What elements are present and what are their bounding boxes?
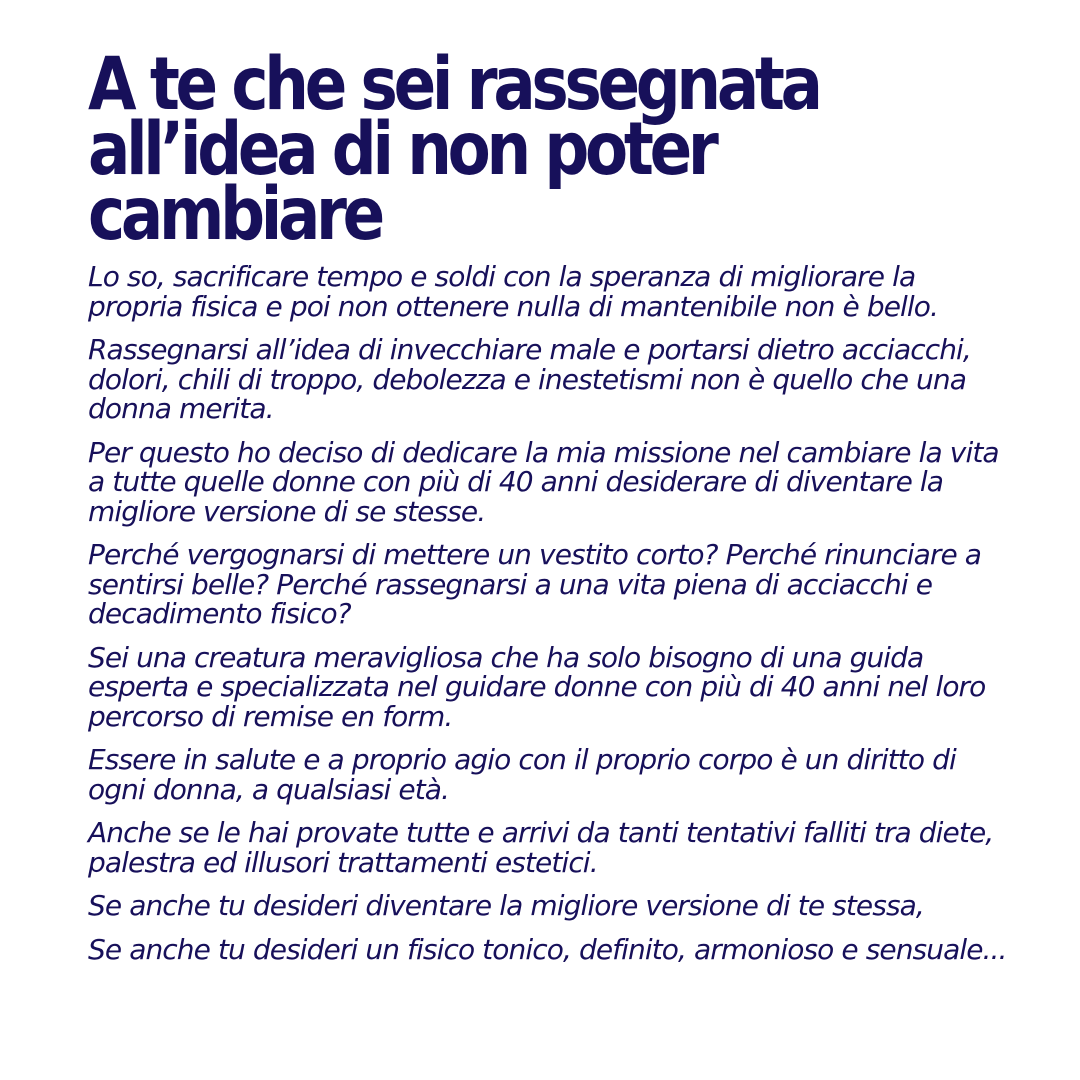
body-text [88, 262, 1008, 978]
paragraph-8: Se anche tu desideri diventare la migliore versione di te stessa, [88, 889, 924, 922]
paragraph-4: Perché vergognarsi di mettere un vestito corto? Perché rinunciare a sentirsi belle? Perché rassegnarsi a una vita piena di acciacchi e decadimento fisico? [88, 538, 982, 630]
paragraph-1: Lo so, sacrificare tempo e soldi con la speranza di migliorare la propria fisica e poi non ottenere nulla di mantenibile non è bello. [88, 260, 939, 323]
headline-line-3: cambiare [88, 172, 381, 257]
paragraph-5: Sei una creatura meravigliosa che ha solo bisogno di una guida esperta e specializzata nel guidare donne con più di 40 anni nel loro percorso di remise en form. [88, 640, 986, 733]
paragraph-9: Se anche tu desideri un fisico tonico, definito, armonioso e sensuale... [88, 932, 1007, 966]
paragraph-3: Per questo ho deciso di dedicare la mia missione nel cambiare la vita a tutte quelle donne con più di 40 anni desiderare di diventare la migliore versione di se stesse. [88, 435, 999, 528]
headline-line-2: all’idea di non poter [88, 107, 715, 192]
headline-line-1: A te che sei rassegnata [88, 42, 819, 127]
headline [88, 42, 862, 257]
paragraph-2: Rassegnarsi all’idea di invecchiare male e portarsi dietro acciacchi, dolori, chili di troppo, debolezza e inestetismi non è quello che una donna merita. [88, 333, 971, 425]
paragraph-7: Anche se le hai provate tutte e arrivi da tanti tentativi falliti tra diete, palestra ed illusori trattamenti estetici. [88, 816, 994, 879]
paragraph-6: Essere in salute e a proprio agio con il proprio corpo è un diritto di ogni donna, a qualsiasi età. [88, 743, 956, 806]
